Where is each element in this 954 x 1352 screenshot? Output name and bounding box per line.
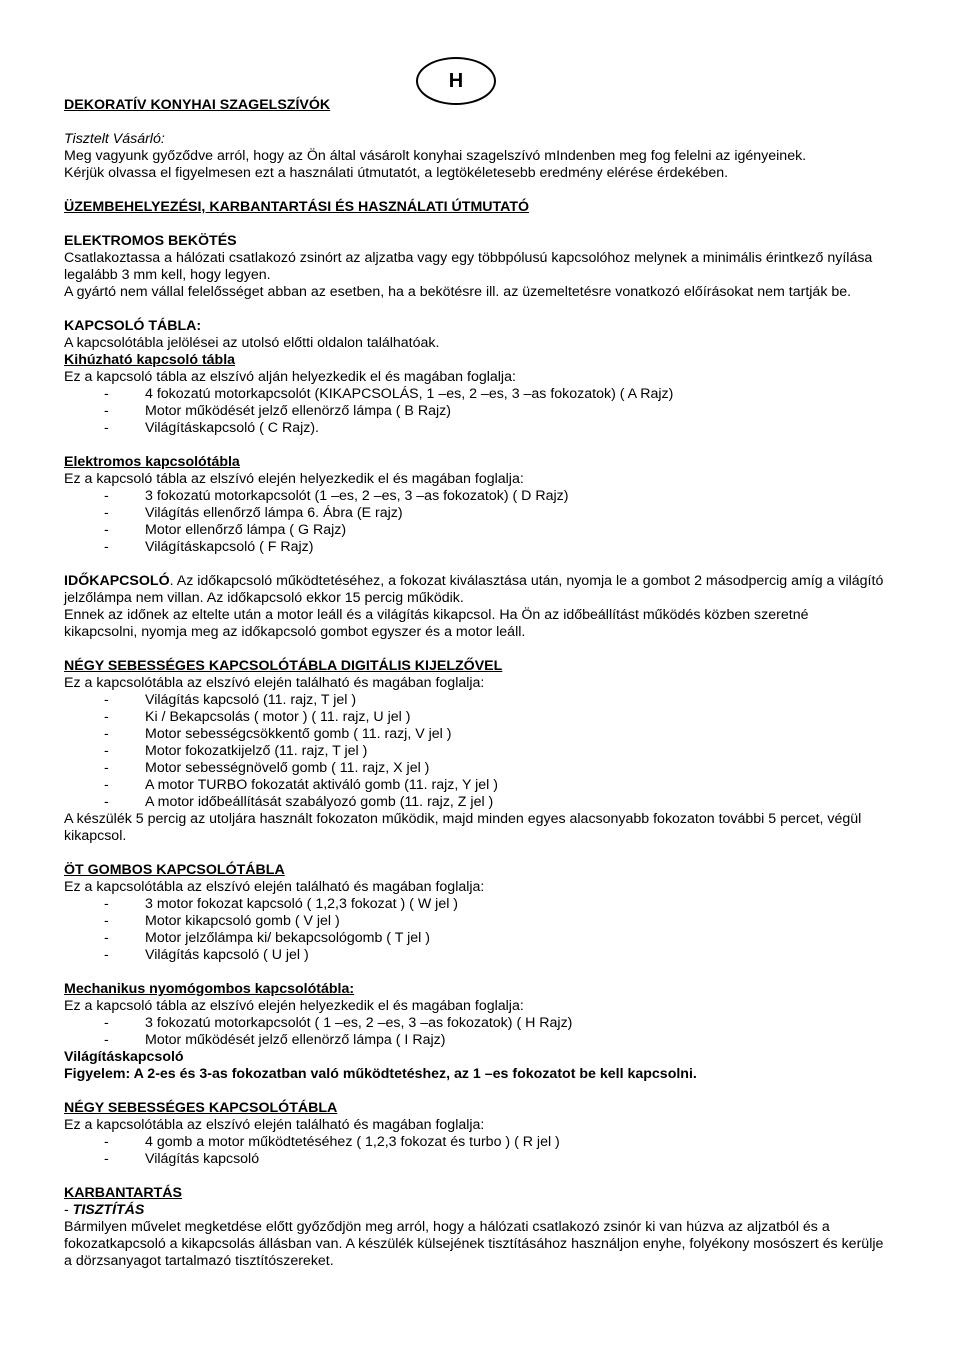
switchboard-note: A kapcsolótábla jelölései az utolsó előtti oldalon találhatóak. — [64, 335, 440, 351]
list-item-text: Motor sebességcsökkentő gomb ( 11. razj, V jel ) — [145, 726, 452, 742]
list-dash: - — [104, 709, 109, 725]
electric-paragraph-2: A gyártó nem vállal felelősséget abban az esetben, ha a bekötésre ill. az üzemeltetésre vonatkozó előírásokat nem tartják be. — [64, 284, 852, 300]
list-item-text: Motor kikapcsoló gomb ( V jel ) — [145, 913, 340, 929]
electric-paragraph-1: Csatlakoztassa a hálózati csatlakozó zsinórt az aljzatba vagy egy többpólusú kapcsolóhoz melynek a minimális érintkező nyílása legalább 3 mm kell, hogy legyen. — [64, 250, 873, 283]
list-item — [64, 488, 884, 505]
list-item — [64, 726, 884, 743]
list-item — [64, 505, 884, 522]
list-item — [64, 896, 884, 913]
list-item-text: Világításkapcsoló ( C Rajz). — [145, 420, 319, 436]
list-dash: - — [104, 930, 109, 946]
list-item-text: 3 fokozatú motorkapcsolót ( 1 –es, 2 –es, 3 –as fokozatok) ( H Rajz) — [145, 1015, 573, 1031]
switchboard-heading: KAPCSOLÓ TÁBLA: — [64, 318, 202, 334]
list-item-text: Ki / Bekapcsolás ( motor ) ( 11. rajz, U jel ) — [145, 709, 411, 725]
maintenance-heading: KARBANTARTÁS — [64, 1185, 182, 1201]
list-item-text: A motor TURBO fokozatát aktiváló gomb (11. rajz, Y jel ) — [145, 777, 498, 793]
list-item-text: 4 fokozatú motorkapcsolót (KIKAPCSOLÁS, 1 –es, 2 –es, 3 –as fokozatok) ( A Rajz) — [145, 386, 674, 402]
document-body — [64, 97, 884, 1270]
list-item — [64, 930, 884, 947]
electronic-switchboard-heading: Elektromos kapcsolótábla — [64, 454, 240, 470]
list-dash: - — [104, 488, 109, 504]
four-speed-heading: NÉGY SEBESSÉGES KAPCSOLÓTÁBLA — [64, 1100, 338, 1116]
greeting: Tisztelt Vásárló: — [64, 131, 165, 147]
list-item — [64, 386, 884, 403]
list-item — [64, 403, 884, 420]
list-dash: - — [104, 1015, 109, 1031]
list-item — [64, 760, 884, 777]
digital-switchboard-outro: A készülék 5 percig az utoljára használt fokozaton működik, majd minden egyes alacsonyabb fokozaton további 5 percet, végül kikapcsol. — [64, 811, 862, 844]
five-button-heading: ÖT GOMBOS KAPCSOLÓTÁBLA — [64, 862, 285, 878]
list-item-text: Világítás kapcsoló — [145, 1151, 260, 1167]
list-item — [64, 522, 884, 539]
cleaning-prefix: - — [64, 1202, 73, 1218]
mechanical-warning: Figyelem: A 2-es és 3-as fokozatban való működtetéshez, az 1 –es fokozatot be kell kapcsolni. — [64, 1066, 697, 1082]
list-dash: - — [104, 522, 109, 538]
list-item — [64, 692, 884, 709]
digital-switchboard-intro: Ez a kapcsolótábla az elszívó elején található és magában foglalja: — [64, 675, 485, 691]
timer-paragraph-1 — [64, 573, 884, 607]
list-item-text: Világítás kapcsoló ( U jel ) — [145, 947, 309, 963]
mechanical-light-switch: Világításkapcsoló — [64, 1049, 184, 1065]
list-dash: - — [104, 692, 109, 708]
list-item-text: Motor ellenőrző lámpa ( G Rajz) — [145, 522, 347, 538]
list-item — [64, 947, 884, 964]
list-item — [64, 420, 884, 437]
document-title: DEKORATÍV KONYHAI SZAGELSZÍVÓK — [64, 97, 331, 113]
list-dash: - — [104, 1032, 109, 1048]
manual-title: ÜZEMBEHELYEZÉSI, KARBANTARTÁSI ÉS HASZNÁLATI ÚTMUTATÓ — [64, 199, 530, 215]
list-item-text: Motor fokozatkijelző (11. rajz, T jel ) — [145, 743, 368, 759]
timer-paragraph-2: Ennek az időnek az eltelte után a motor leáll és a világítás kikapcsol. Ha Ön az időbeállítást működés közben szeretné kikapcsolni, nyomja meg az időkapcsoló gombot egyszer és a motor leáll. — [64, 607, 809, 640]
list-item-text: Világítás ellenőrző lámpa 6. Ábra (E rajz) — [145, 505, 403, 521]
list-dash: - — [104, 505, 109, 521]
cleaning-label: TISZTÍTÁS — [72, 1202, 145, 1218]
list-item — [64, 1151, 884, 1168]
digital-switchboard-heading: NÉGY SEBESSÉGES KAPCSOLÓTÁBLA DIGITÁLIS KIJELZŐVEL — [64, 658, 503, 674]
list-item — [64, 1015, 884, 1032]
cleaning-paragraph: Bármilyen művelet megketdése előtt győződjön meg arról, hogy a hálózati csatlakozó zsinór ki van húzva az aljzatból és a fokozatkapcsoló a kikapcsolás állásban van. A készülék külsejének tisztításához használjon enyhe, folyékony mosószert és kerülje a dörzsanyagot tartalmazó tisztítószereket. — [64, 1219, 884, 1269]
pullout-switchboard-intro: Ez a kapcsoló tábla az elszívó alján helyezkedik el és magában foglalja: — [64, 369, 516, 385]
list-item — [64, 1032, 884, 1049]
list-item-text: 3 fokozatú motorkapcsolót (1 –es, 2 –es, 3 –as fokozatok) ( D Rajz) — [145, 488, 569, 504]
intro-line-2: Kérjük olvassa el figyelmesen ezt a használati útmutatót, a legtökéletesebb eredmény elérése érdekében. — [64, 165, 729, 181]
list-dash: - — [104, 947, 109, 963]
list-item — [64, 777, 884, 794]
pullout-switchboard-heading: Kihúzható kapcsoló tábla — [64, 352, 236, 368]
list-dash: - — [104, 794, 109, 810]
list-item-text: 3 motor fokozat kapcsoló ( 1,2,3 fokozat ) ( W jel ) — [145, 896, 459, 912]
mechanical-heading: Mechanikus nyomógombos kapcsolótábla: — [64, 981, 355, 997]
list-dash: - — [104, 896, 109, 912]
list-item — [64, 539, 884, 556]
timer-text: . Az időkapcsoló működtetéséhez, a fokozat kiválasztása után, nyomja le a gombot 2 másodpercig amíg a világító jelzőlámpa nem villan. Az időkapcsoló ekkor 15 percig működik. — [64, 573, 884, 606]
five-button-intro: Ez a kapcsolótábla az elszívó elején található és magában foglalja: — [64, 879, 485, 895]
list-item-text: Világításkapcsoló ( F Rajz) — [145, 539, 314, 555]
electronic-switchboard-intro: Ez a kapcsoló tábla az elszívó elején helyezkedik el és magában foglalja: — [64, 471, 524, 487]
list-dash: - — [104, 743, 109, 759]
list-item-text: 4 gomb a motor működtetéséhez ( 1,2,3 fokozat és turbo ) ( R jel ) — [145, 1134, 560, 1150]
list-item-text: Világítás kapcsoló (11. rajz, T jel ) — [145, 692, 357, 708]
list-item-text: A motor időbeállítását szabályozó gomb (11. rajz, Z jel ) — [145, 794, 494, 810]
list-item-text: Motor működését jelző ellenörző lámpa ( I Rajz) — [145, 1032, 446, 1048]
list-dash: - — [104, 777, 109, 793]
language-badge-label: H — [448, 69, 464, 92]
list-dash: - — [104, 386, 109, 402]
intro-line-1: Meg vagyunk győződve arról, hogy az Ön által vásárolt konyhai szagelszívó mIndenben meg fog felelni az igényeinek. — [64, 148, 807, 164]
four-speed-intro: Ez a kapcsolótábla az elszívó elején található és magában foglalja: — [64, 1117, 485, 1133]
list-dash: - — [104, 403, 109, 419]
timer-label: IDŐKAPCSOLÓ — [64, 573, 170, 589]
cleaning-subheading — [64, 1202, 884, 1219]
list-item — [64, 913, 884, 930]
list-dash: - — [104, 760, 109, 776]
list-dash: - — [104, 913, 109, 929]
list-dash: - — [104, 1151, 109, 1167]
list-item — [64, 709, 884, 726]
list-item — [64, 743, 884, 760]
electric-heading: ELEKTROMOS BEKÖTÉS — [64, 233, 237, 249]
list-dash: - — [104, 1134, 109, 1150]
list-dash: - — [104, 726, 109, 742]
list-item-text: Motor jelzőlámpa ki/ bekapcsológomb ( T jel ) — [145, 930, 430, 946]
list-item — [64, 1134, 884, 1151]
list-item-text: Motor működését jelző ellenörző lámpa ( B Rajz) — [145, 403, 451, 419]
list-item-text: Motor sebességnövelő gomb ( 11. rajz, X jel ) — [145, 760, 430, 776]
list-dash: - — [104, 420, 109, 436]
list-dash: - — [104, 539, 109, 555]
list-item — [64, 794, 884, 811]
mechanical-intro: Ez a kapcsoló tábla az elszívó elején helyezkedik el és magában foglalja: — [64, 998, 524, 1014]
